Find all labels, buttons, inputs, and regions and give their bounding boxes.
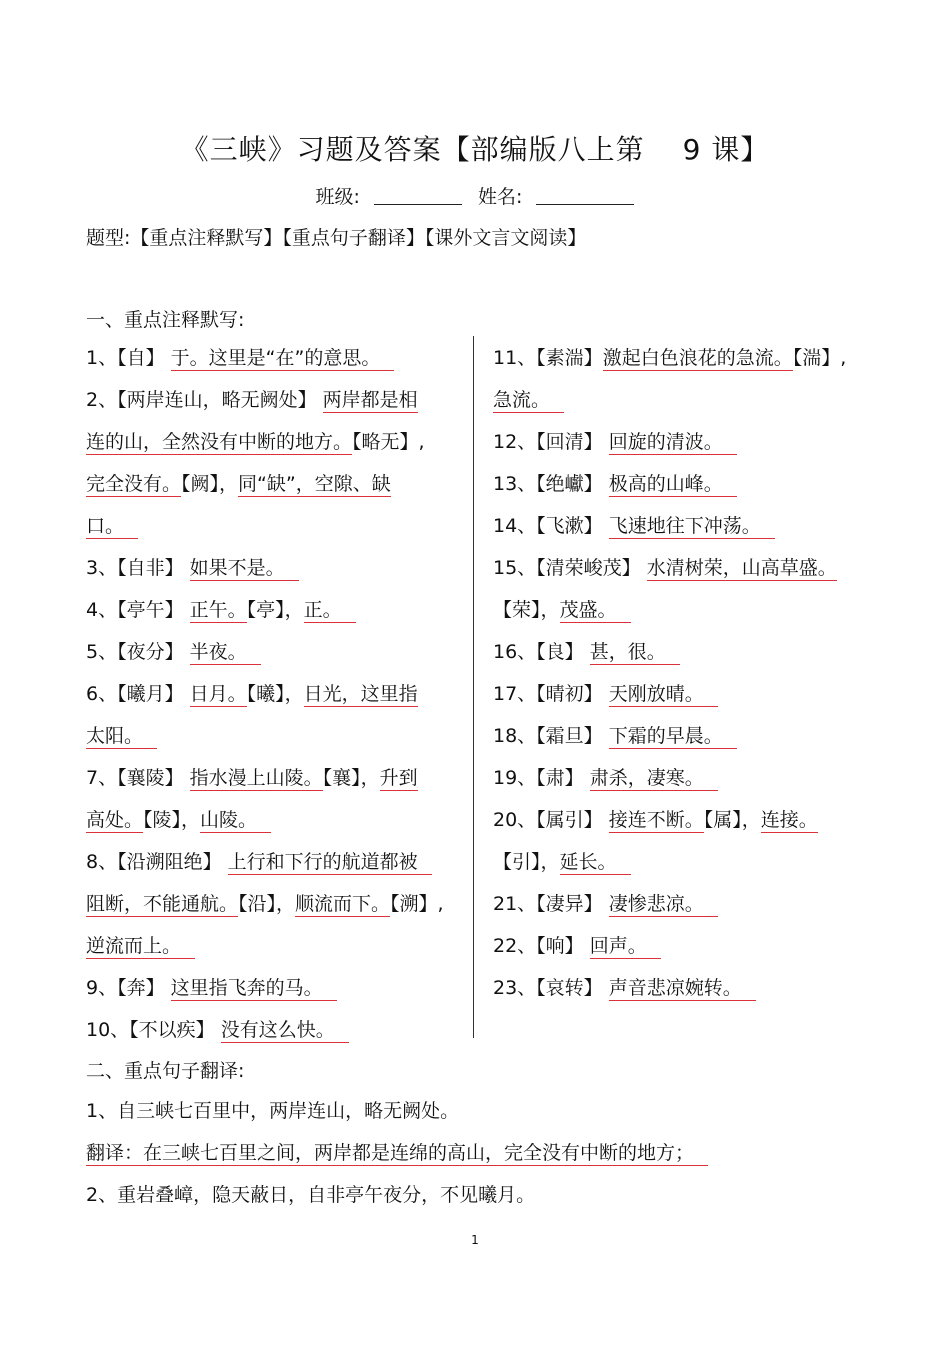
term-text: 3、【自非】	[86, 557, 190, 579]
term-text: 17、【晴初】	[493, 683, 609, 705]
answer-text: 天刚放晴。	[609, 683, 718, 707]
answer-text: 延长。	[560, 851, 631, 875]
answer-text: 甚，很。	[590, 641, 680, 665]
note-row	[493, 933, 661, 959]
note-row	[86, 471, 391, 497]
term-text: 【襄】，	[322, 767, 380, 789]
answer-text: 完全没有。	[86, 473, 182, 495]
note-row	[493, 387, 564, 413]
term-text: 10、【不以疾】	[86, 1019, 221, 1041]
note-row	[493, 597, 631, 623]
class-name-line	[0, 182, 950, 209]
answer-text: 正。	[304, 599, 356, 623]
answer-text: 连接。	[760, 809, 818, 831]
answer-text: 凄惨悲凉。	[609, 893, 718, 917]
title-lesson: 9 课】	[682, 133, 770, 166]
answer-text: 日光，这里指	[303, 683, 418, 705]
term-text: 4、【亭午】	[86, 599, 190, 621]
note-row	[493, 471, 737, 497]
note-row	[86, 933, 195, 959]
answer-text: 回旋的清波。	[609, 431, 737, 455]
answer-text: 回声。	[590, 935, 661, 959]
note-row	[493, 429, 737, 455]
note-row	[86, 1098, 459, 1124]
note-row	[86, 387, 418, 413]
answer-text: 顺流而下。	[295, 893, 391, 915]
note-row	[493, 555, 837, 581]
column-divider	[473, 336, 474, 1038]
note-row	[86, 345, 394, 371]
term-text: 1、【自】	[86, 347, 171, 369]
note-row	[86, 807, 271, 833]
answer-text: 口。	[86, 515, 138, 539]
term-text: 【荣】，	[493, 599, 560, 621]
answer-text: 正午。	[189, 599, 247, 621]
note-row	[493, 513, 775, 539]
answer-text: 声音悲凉婉转。	[609, 977, 756, 1001]
term-text: 【属】，	[703, 809, 761, 831]
note-row	[86, 639, 261, 665]
class-label: 班级:	[315, 186, 360, 208]
note-row	[493, 639, 680, 665]
term-text: 【引】，	[493, 851, 560, 873]
answer-text: 太阳。	[86, 725, 157, 749]
note-row	[86, 723, 157, 749]
answer-text: 日月。	[189, 683, 247, 705]
answer-text: 山陵。	[200, 809, 271, 833]
term-text: 23、【哀转】	[493, 977, 609, 999]
answer-text: 指水漫上山陵。	[189, 767, 323, 789]
answer-text: 两岸都是相	[322, 389, 418, 411]
term-text: 7、【襄陵】	[86, 767, 190, 789]
note-row	[86, 1017, 349, 1043]
section1-heading: 一、重点注释默写:	[86, 309, 245, 331]
note-row	[493, 765, 718, 791]
answer-text: 接连不断。	[608, 809, 704, 831]
term-text: 8、【沿溯阻绝】	[86, 851, 228, 873]
term-text: 21、【凄异】	[493, 893, 609, 915]
term-text: 1、自三峡七百里中，两岸连山，略无阙处。	[86, 1100, 460, 1122]
answer-text: 逆流而上。	[86, 935, 195, 959]
term-text: 【陵】，	[143, 809, 201, 831]
title-main: 《三峡》习题及答案【部编版八上第	[180, 133, 645, 166]
term-text: 【湍】,	[792, 347, 847, 369]
term-text: 11、【素湍】	[493, 347, 603, 369]
note-row	[86, 429, 425, 455]
question-types: 题型:【重点注释默写】【重点句子翻译】【课外文言文阅读】	[86, 227, 587, 249]
term-text: 22、【响】	[493, 935, 590, 957]
note-row	[86, 1140, 708, 1166]
note-row	[493, 681, 718, 707]
term-text: 【亭】，	[246, 599, 304, 621]
answer-text: 飞速地往下冲荡。	[609, 515, 775, 539]
note-row	[493, 975, 756, 1001]
note-row	[86, 891, 444, 917]
term-text: 【沿】，	[238, 893, 296, 915]
term-text: 【阙】，	[181, 473, 239, 495]
term-text: 2、【两岸连山，略无阙处】	[86, 389, 323, 411]
note-row	[86, 555, 299, 581]
answer-text: 极高的山峰。	[609, 473, 737, 497]
term-text: 16、【良】	[493, 641, 590, 663]
note-row	[86, 849, 432, 875]
page-title	[0, 128, 950, 168]
section2-heading: 二、重点句子翻译:	[86, 1060, 245, 1082]
answer-text: 同“缺”，空隙、缺	[238, 473, 391, 495]
class-blank[interactable]	[374, 186, 462, 205]
term-text: 19、【肃】	[493, 767, 590, 789]
term-text: 20、【属引】	[493, 809, 609, 831]
term-text: 【溯】,	[390, 893, 444, 915]
note-row	[86, 1182, 535, 1208]
name-blank[interactable]	[536, 186, 634, 205]
term-text: 6、【曦月】	[86, 683, 190, 705]
term-text: 2、重岩叠嶂，隐天蔽日，自非亭午夜分，不见曦月。	[86, 1184, 536, 1206]
answer-text: 没有这么快。	[221, 1019, 349, 1043]
note-row	[86, 681, 418, 707]
answer-text: 阻断，不能通航。	[86, 893, 239, 915]
term-text: 15、【清荣峻茂】	[493, 557, 647, 579]
term-text: 13、【绝巘】	[493, 473, 609, 495]
answer-text: 水清树荣，山高草盛。	[646, 557, 837, 579]
note-row	[493, 345, 846, 371]
answer-text: 急流。	[493, 389, 564, 413]
answer-text: 激起白色浪花的急流。	[602, 347, 793, 369]
note-row	[86, 597, 356, 623]
answer-text: 于。这里是“在”的意思。	[171, 347, 395, 371]
answer-text: 翻译：在三峡七百里之间，两岸都是连绵的高山，完全没有中断的地方；	[86, 1142, 708, 1166]
note-row	[493, 849, 631, 875]
answer-text: 升到	[379, 767, 418, 789]
term-text: 9、【奔】	[86, 977, 171, 999]
note-row	[86, 975, 337, 1001]
note-row	[86, 765, 418, 791]
answer-text: 茂盛。	[560, 599, 631, 623]
answer-text: 上行和下行的航道都被	[228, 851, 432, 875]
term-text: 5、【夜分】	[86, 641, 190, 663]
name-label: 姓名:	[478, 186, 523, 208]
answer-text: 连的山，全然没有中断的地方。	[86, 431, 353, 453]
note-row	[493, 891, 718, 917]
page-number: 1	[471, 1233, 479, 1247]
answer-text: 如果不是。	[190, 557, 299, 581]
term-text: 14、【飞漱】	[493, 515, 609, 537]
answer-text: 下霜的早晨。	[609, 725, 737, 749]
note-row	[493, 807, 818, 833]
term-text: 12、【回清】	[493, 431, 609, 453]
term-text: 【曦】，	[246, 683, 304, 705]
term-text: 18、【霜旦】	[493, 725, 609, 747]
note-row	[86, 513, 138, 539]
answer-text: 肃杀，凄寒。	[590, 767, 718, 791]
term-text: 【略无】,	[352, 431, 425, 453]
answer-text: 这里指飞奔的马。	[171, 977, 337, 1001]
answer-text: 高处。	[86, 809, 144, 831]
note-row	[493, 723, 737, 749]
answer-text: 半夜。	[190, 641, 261, 665]
